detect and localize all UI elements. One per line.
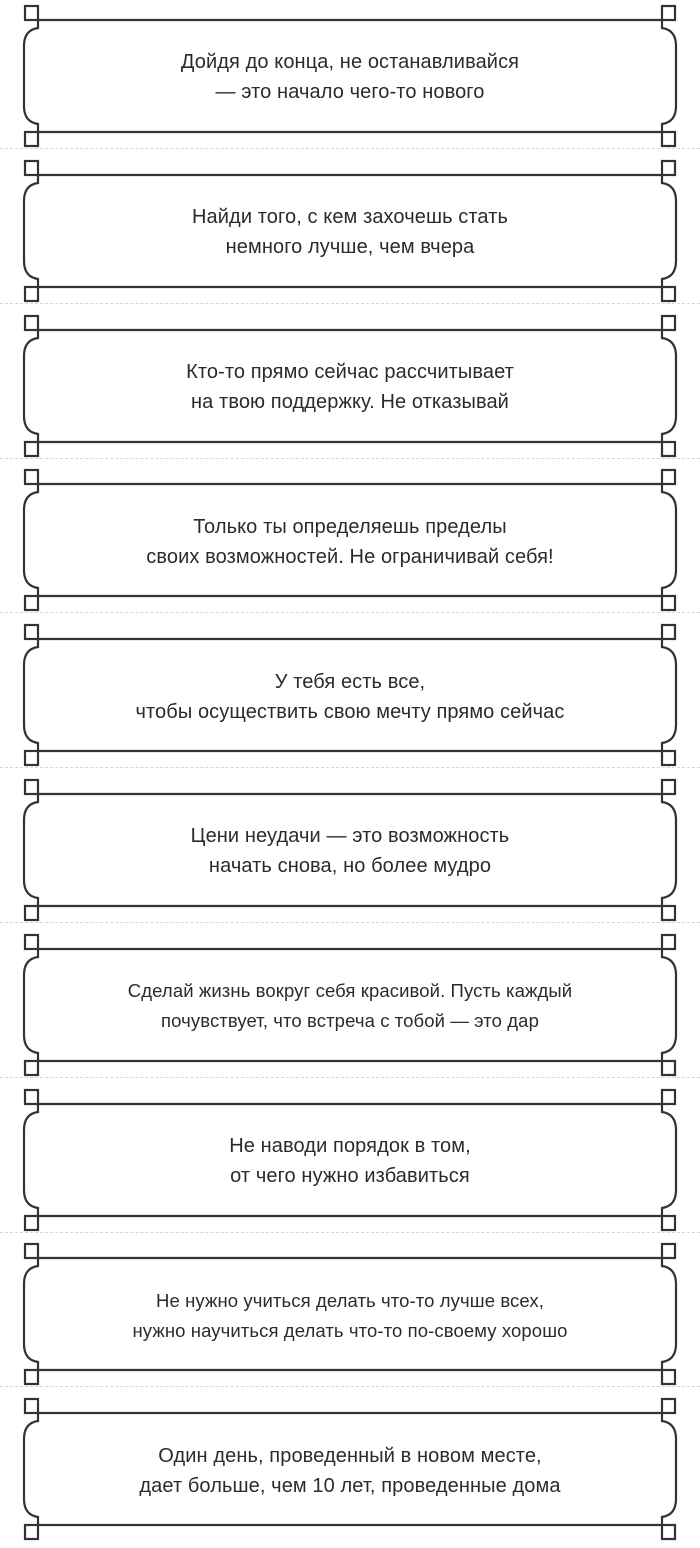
cut-line — [0, 303, 700, 304]
quote-card — [0, 0, 700, 155]
quote-card — [0, 619, 700, 774]
quote-line: чтобы осуществить свою мечту прямо сейчас — [135, 700, 565, 723]
quote-card — [0, 1084, 700, 1239]
quote-card — [0, 929, 700, 1084]
cut-line — [0, 458, 700, 459]
quote-card — [0, 1238, 700, 1393]
quote-line: от чего нужно избавиться — [230, 1164, 470, 1187]
quote-line: дает больше, чем 10 лет, проведенные дома — [139, 1474, 561, 1497]
cut-line — [0, 1077, 700, 1078]
quote-line: — это начало чего-то нового — [215, 81, 485, 104]
cut-line — [0, 148, 700, 149]
quote-card — [0, 464, 700, 619]
quote-line: Только ты определяешь пределы — [193, 515, 507, 538]
cut-line — [0, 922, 700, 923]
quote-line: Найди того, с кем захочешь стать — [192, 206, 508, 229]
quote-line: Не наводи порядок в том, — [229, 1134, 471, 1157]
quote-text — [50, 155, 650, 310]
quote-line: почувствует, что встреча с тобой — это дар — [161, 1010, 539, 1032]
quote-text — [50, 1238, 650, 1393]
quote-text — [50, 1393, 650, 1548]
quote-line: Дойдя до конца, не останавливайся — [180, 51, 520, 74]
quote-card — [0, 310, 700, 465]
quote-text — [50, 774, 650, 929]
quote-card — [0, 1393, 700, 1548]
quote-line: немного лучше, чем вчера — [225, 236, 475, 259]
quote-line: нужно научиться делать что-то по-своему хорошо — [132, 1319, 568, 1341]
quote-line: Не нужно учиться делать что-то лучше всех, — [156, 1289, 544, 1311]
quote-text — [50, 619, 650, 774]
quote-line: на твою поддержку. Не отказывай — [191, 390, 509, 413]
quote-line: Кто-то прямо сейчас рассчитывает — [186, 360, 514, 383]
quote-card — [0, 774, 700, 929]
quote-line: Один день, проведенный в новом месте, — [158, 1444, 542, 1467]
quote-text — [50, 929, 650, 1084]
quote-line: Цени неудачи — это возможность — [190, 825, 510, 848]
quote-card — [0, 155, 700, 310]
quote-text — [50, 1084, 650, 1239]
quote-line: У тебя есть все, — [274, 670, 426, 693]
cut-line — [0, 612, 700, 613]
cut-line — [0, 1232, 700, 1233]
quote-line: Сделай жизнь вокруг себя красивой. Пусть каждый — [127, 980, 573, 1002]
quote-text — [50, 310, 650, 465]
quote-text — [50, 0, 650, 155]
quote-line: своих возможностей. Не ограничивай себя! — [146, 545, 554, 568]
quote-line: начать снова, но более мудро — [208, 855, 492, 878]
cut-line — [0, 1386, 700, 1387]
quote-text — [50, 464, 650, 619]
cut-line — [0, 767, 700, 768]
